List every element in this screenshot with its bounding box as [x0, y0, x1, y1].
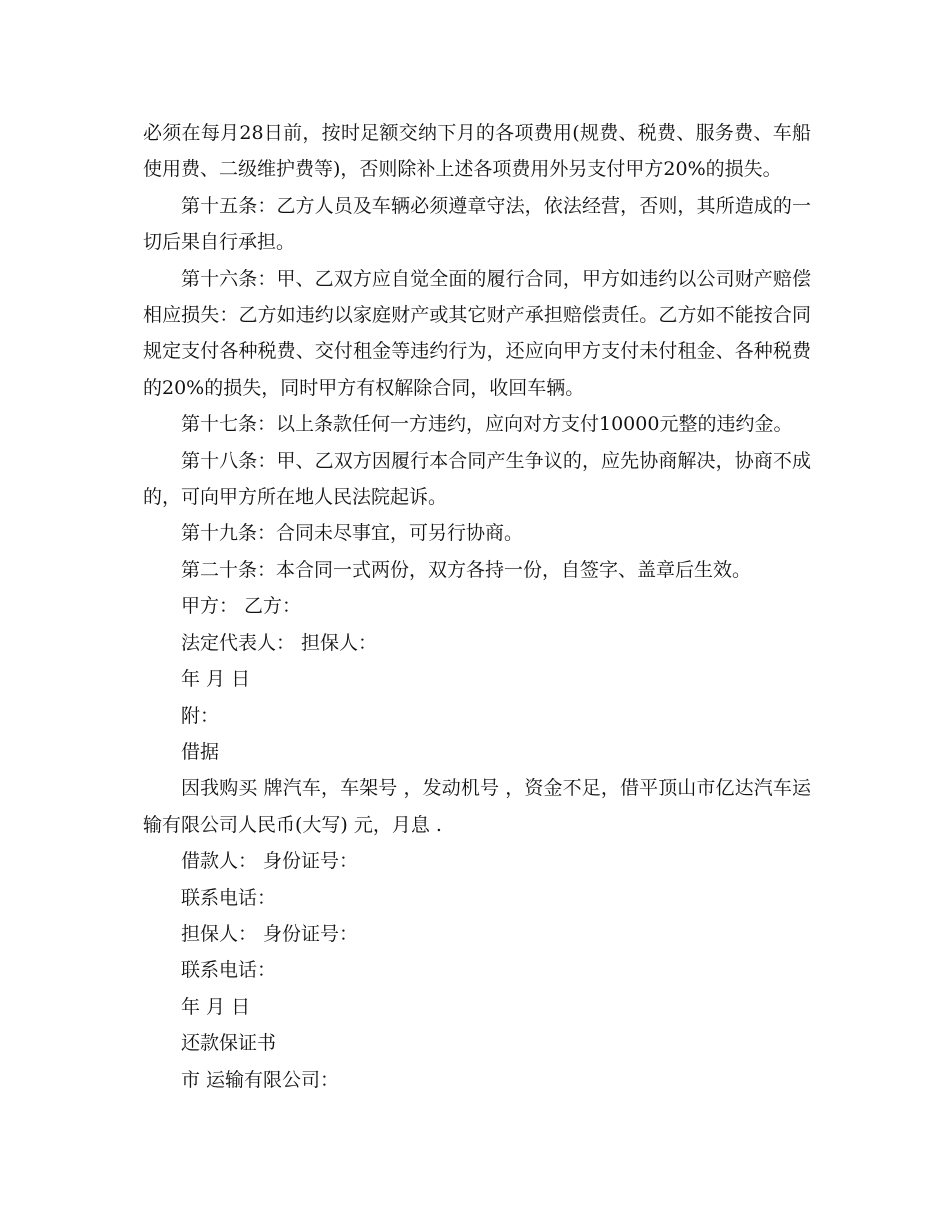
- appendix-heading: 附：: [181, 704, 220, 727]
- paragraph-article-20: 第二十条：本合同一式两份，双方各持一份，自签字、盖章后生效。: [181, 558, 752, 581]
- repayment-addressee-line: 市 运输有限公司：: [181, 1068, 340, 1091]
- paragraph-article-17: 第十七条：以上条款任何一方违约，应向对方支付10000元整的违约金。: [181, 413, 793, 436]
- borrower-id-line: 借款人： 身份证号：: [181, 850, 359, 873]
- document-body: [143, 115, 811, 1098]
- iou-title: 借据: [181, 740, 220, 763]
- iou-date-line: 年 月 日: [181, 995, 251, 1018]
- signature-parties-line: 甲方： 乙方：: [181, 595, 302, 618]
- guarantor-id-line: 担保人： 身份证号：: [181, 922, 359, 945]
- guarantor-phone-line: 联系电话：: [181, 959, 277, 982]
- paragraph-article-15: 第十五条：乙方人员及车辆必须遵章守法，依法经营，否则，其所造成的一切后果自行承担。: [143, 194, 811, 254]
- signature-representative-line: 法定代表人： 担保人：: [181, 631, 378, 654]
- paragraph-fee-payment: 必须在每月28日前，按时足额交纳下月的各项费用(规费、税费、服务费、车船使用费、二级维护费等)，否则除补上述各项费用外另支付甲方20%的损失。: [143, 122, 811, 181]
- signature-date-line: 年 月 日: [181, 668, 251, 691]
- repayment-guarantee-title: 还款保证书: [181, 1032, 277, 1055]
- paragraph-article-19: 第十九条：合同未尽事宜，可另行协商。: [181, 522, 524, 545]
- borrower-phone-line: 联系电话：: [181, 886, 277, 909]
- iou-body: 因我购买 牌汽车，车架号 ，发动机号 ，资金不足，借平顶山市亿达汽车运输有限公司人民币(大写) 元，月息 .: [143, 777, 811, 836]
- paragraph-article-18: 第十八条：甲、乙双方因履行本合同产生争议的，应先协商解决，协商不成的，可向甲方所在地人民法院起诉。: [143, 449, 811, 509]
- paragraph-article-16: 第十六条：甲、乙双方应自觉全面的履行合同，甲方如违约以公司财产赔偿相应损失：乙方如违约以家庭财产或其它财产承担赔偿责任。乙方如不能按合同规定支付各种税费、交付租金等违约行为，还应向甲方支付未付租金、各种税费的20%的损失，同时甲方有权解除合同，收回车辆。: [143, 267, 811, 399]
